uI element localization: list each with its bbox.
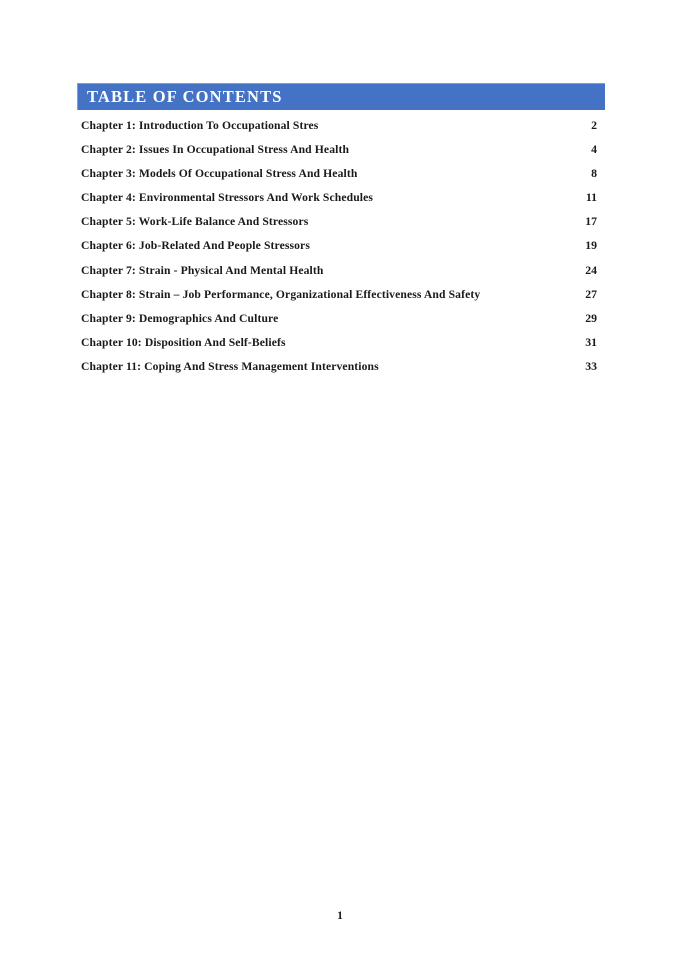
table-of-contents-heading: TABLE OF CONTENTS bbox=[87, 86, 283, 106]
toc-entry-title: Chapter 2: Issues In Occupational Stress And Health bbox=[81, 142, 350, 157]
toc-entry[interactable] bbox=[81, 335, 597, 359]
toc-entry-page-number: 19 bbox=[585, 238, 597, 253]
toc-entry-title: Chapter 7: Strain - Physical And Mental Health bbox=[81, 262, 324, 277]
toc-entry-title: Chapter 9: Demographics And Culture bbox=[81, 310, 279, 325]
page-footer bbox=[0, 906, 680, 924]
toc-entry[interactable] bbox=[81, 142, 597, 166]
toc-entry-page-number: 29 bbox=[585, 310, 597, 325]
toc-entry-page-number: 4 bbox=[591, 142, 597, 157]
toc-entry[interactable] bbox=[81, 263, 597, 287]
toc-entry[interactable] bbox=[81, 190, 597, 214]
toc-entry[interactable] bbox=[81, 287, 597, 311]
toc-entry[interactable] bbox=[81, 238, 597, 262]
toc-entry[interactable] bbox=[81, 311, 597, 335]
toc-entry-title: Chapter 10: Disposition And Self-Beliefs bbox=[81, 334, 286, 349]
page-number: 1 bbox=[337, 910, 343, 922]
toc-entry-title: Chapter 11: Coping And Stress Management Interventions bbox=[81, 358, 379, 373]
toc-entry-title: Chapter 4: Environmental Stressors And Work Schedules bbox=[81, 190, 374, 205]
toc-entry[interactable] bbox=[81, 166, 597, 190]
toc-entry-page-number: 2 bbox=[591, 118, 597, 132]
toc-entry-title: Chapter 8: Strain – Job Performance, Organizational Effectiveness And Safety bbox=[81, 286, 481, 301]
toc-entry[interactable] bbox=[81, 118, 597, 142]
toc-entry-page-number: 11 bbox=[585, 190, 597, 205]
toc-entry-page-number: 8 bbox=[591, 166, 597, 181]
toc-entry-page-number: 33 bbox=[585, 358, 597, 373]
toc-entry-title: Chapter 5: Work-Life Balance And Stressors bbox=[81, 214, 309, 229]
toc-entry-page-number: 27 bbox=[585, 286, 597, 301]
toc-entry-title: Chapter 1: Introduction To Occupational Stres bbox=[81, 118, 319, 132]
table-of-contents-header-bar bbox=[77, 83, 605, 110]
toc-entry-page-number: 24 bbox=[585, 262, 597, 277]
toc-entry-page-number: 31 bbox=[585, 334, 597, 349]
toc-entry-page-number: 17 bbox=[585, 214, 597, 229]
toc-entry-title: Chapter 6: Job-Related And People Stressors bbox=[81, 238, 310, 253]
table-of-contents-list bbox=[81, 118, 597, 383]
toc-entry[interactable] bbox=[81, 359, 597, 383]
toc-entry[interactable] bbox=[81, 214, 597, 238]
toc-entry-title: Chapter 3: Models Of Occupational Stress And Health bbox=[81, 166, 358, 181]
